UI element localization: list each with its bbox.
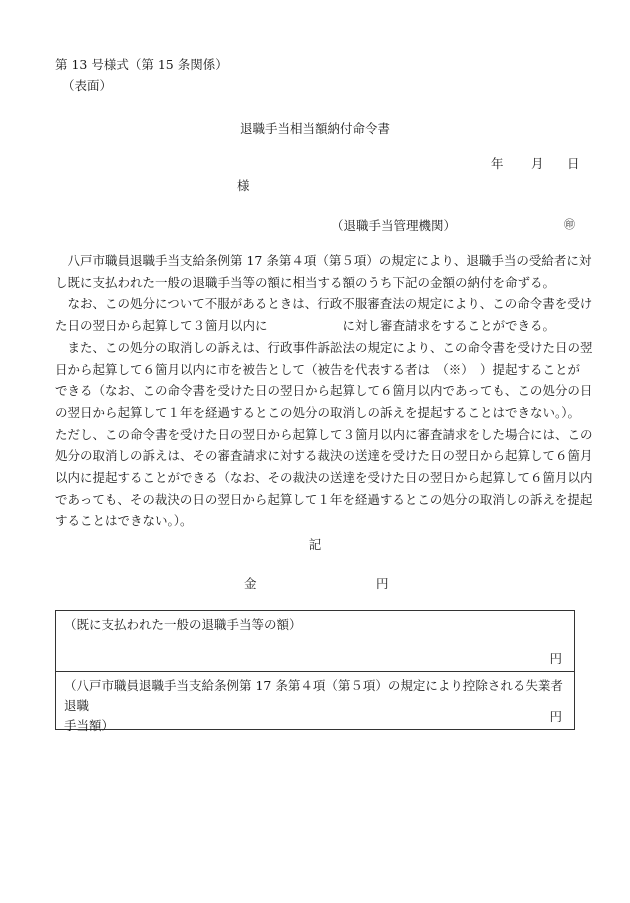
row-unit: 円: [549, 709, 562, 724]
body-text: [55, 250, 593, 532]
row-label-line: 手当額）: [64, 718, 115, 733]
form-number: 第 13 号様式（第 15 条関係）: [55, 57, 228, 72]
row-label: [64, 676, 574, 736]
body-line: 八戸市職員退職手当支給条例第 17 条第４項（第５項）の規定により、退職手当の受給者に対: [55, 253, 592, 268]
seal-mark: ㊞: [564, 218, 575, 231]
body-line: の翌日から起算して１年を経過するとこの処分の取消しの訴えを提起することはできない。）。: [55, 404, 581, 420]
row-label: （既に支払われた一般の退職手当等の額）: [64, 617, 302, 632]
row-unit: 円: [549, 651, 562, 666]
amount-label: 金: [244, 576, 257, 591]
body-line: 日から起算して６箇月以内に市を被告として（被告を代表する者は （※） ）提起することが: [55, 361, 581, 377]
issuer-label: （退職手当管理機関）: [331, 218, 457, 233]
body-line: なお、この処分について不服があるときは、行政不服審査法の規定により、この命令書を受け: [55, 296, 593, 312]
body-line: また、この処分の取消しの訴えは、行政事件訴訟法の規定により、この命令書を受けた日の翌: [55, 339, 593, 355]
addressee-suffix: 様: [237, 178, 250, 193]
body-line: ただし、この命令書を受けた日の翌日から起算して３箇月以内に審査請求をした場合には、この: [55, 426, 593, 442]
row-label-line: （八戸市職員退職手当支給条例第 17 条第４項（第５項）の規定により控除される失業者退職: [64, 678, 563, 713]
body-line: し既に支払われた一般の退職手当等の額に相当する額のうち下記の金額の納付を命ずる。: [55, 274, 556, 290]
document-title: 退職手当相当額納付命令書: [239, 121, 390, 136]
body-line: 処分の取消しの訴えは、その審査請求に対する裁決の送達を受けた日の翌日から起算して６箇月: [55, 448, 593, 464]
date-month-label: 月: [531, 156, 544, 171]
table-row: [56, 611, 574, 672]
side-label: （表面）: [62, 78, 113, 93]
date-day-label: 日: [567, 156, 580, 171]
body-line: できる（なお、この命令書を受けた日の翌日から起算して６箇月以内であっても、この処分の日: [55, 383, 593, 399]
body-line: であっても、その裁決の日の翌日から起算して１年を経過するとこの処分の取消しの訴えを提起: [55, 491, 593, 507]
body-line: 以内に提起することができる（なお、その裁決の送達を受けた日の翌日から起算して６箇月以内: [55, 470, 593, 486]
amount-breakdown-table: [55, 610, 575, 733]
body-line: することはできない。）。: [55, 513, 193, 529]
date-year-label: 年: [491, 156, 504, 171]
amount-unit: 円: [376, 576, 389, 591]
table-row: [56, 672, 574, 733]
body-line: た日の翌日から起算して３箇月以内に に対し審査請求をすることができる。: [55, 318, 556, 334]
ki-heading: 記: [308, 537, 322, 552]
